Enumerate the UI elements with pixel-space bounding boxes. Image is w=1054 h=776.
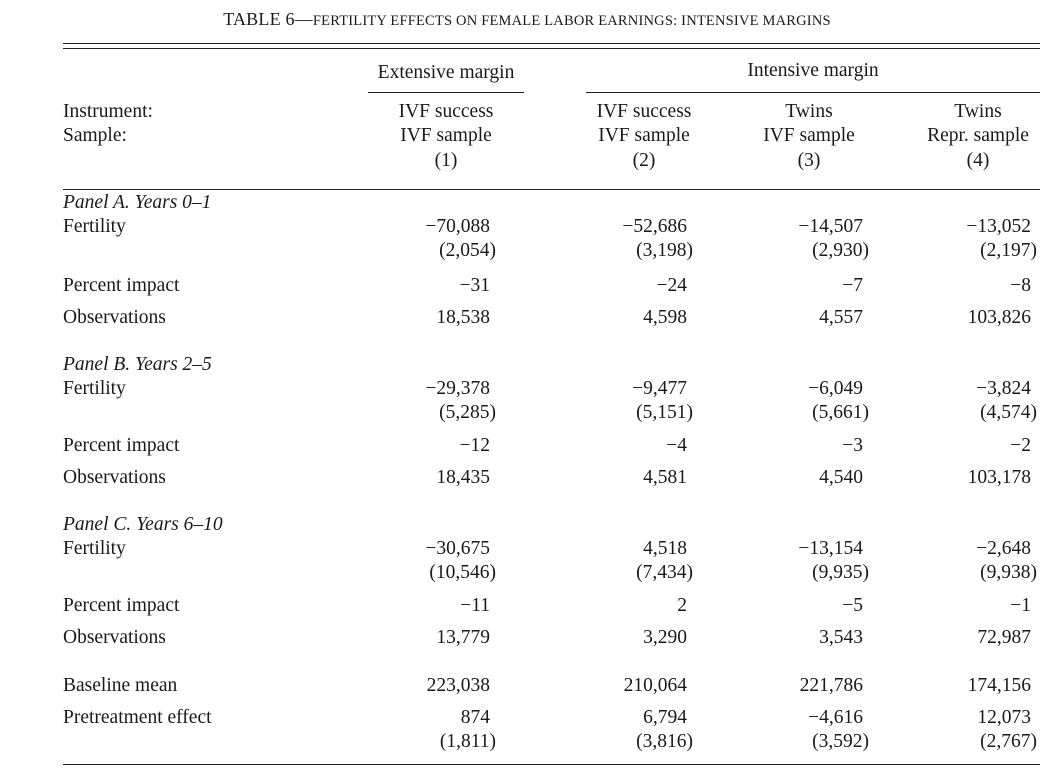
panel-b-se-c4: (4,574) bbox=[980, 402, 1037, 423]
table-number: TABLE 6 bbox=[223, 9, 295, 29]
pretreatment-se-c3: (3,592) bbox=[812, 731, 869, 752]
panel-a-fertility-c2: −52,686 bbox=[622, 216, 687, 237]
panel-b-fertility-c4: −3,824 bbox=[976, 378, 1031, 399]
pretreatment-effect-c4: 12,073 bbox=[977, 707, 1031, 728]
panel-a-percent-c1: −31 bbox=[459, 275, 490, 296]
col3-instrument: Twins bbox=[785, 101, 833, 122]
baseline-mean-c1: 223,038 bbox=[426, 675, 490, 696]
pretreatment-effect-c1: 874 bbox=[460, 707, 490, 728]
panel-b-percent-label: Percent impact bbox=[63, 435, 180, 456]
panel-c-fertility-c3: −13,154 bbox=[798, 538, 863, 559]
col1-sample: IVF sample bbox=[400, 125, 492, 146]
panel-a-fertility-c1: −70,088 bbox=[425, 216, 490, 237]
pretreatment-effect-c3: −4,616 bbox=[808, 707, 863, 728]
top-rule-1 bbox=[63, 43, 1040, 44]
panel-c-percent-c3: −5 bbox=[842, 595, 863, 616]
panel-a-se-c1: (2,054) bbox=[439, 240, 496, 261]
table-caption: FERTILITY EFFECTS ON FEMALE LABOR EARNINGS: INTENSIVE MARGINS bbox=[312, 13, 831, 29]
panel-a-fertility-label: Fertility bbox=[63, 216, 126, 237]
pretreatment-se-c4: (2,767) bbox=[980, 731, 1037, 752]
baseline-mean-c3: 221,786 bbox=[799, 675, 863, 696]
header-rule bbox=[63, 189, 1040, 190]
group-underline-extensive bbox=[368, 92, 524, 93]
panel-c-title: Panel C. Years 6–10 bbox=[63, 514, 223, 535]
panel-c-percent-label: Percent impact bbox=[63, 595, 180, 616]
panel-c-percent-c4: −1 bbox=[1010, 595, 1031, 616]
panel-c-obs-c1: 13,779 bbox=[436, 627, 490, 648]
panel-a-fertility-c4: −13,052 bbox=[966, 216, 1031, 237]
panel-b-obs-c2: 4,581 bbox=[643, 467, 687, 488]
panel-b-se-c1: (5,285) bbox=[439, 402, 496, 423]
panel-b-se-c2: (5,151) bbox=[636, 402, 693, 423]
panel-b-obs-label: Observations bbox=[63, 467, 166, 488]
col2-sample: IVF sample bbox=[598, 125, 690, 146]
instrument-label: Instrument: bbox=[63, 101, 153, 122]
panel-a-percent-label: Percent impact bbox=[63, 275, 180, 296]
panel-c-se-c1: (10,546) bbox=[429, 562, 496, 583]
panel-b-fertility-c3: −6,049 bbox=[808, 378, 863, 399]
group-header-extensive: Extensive margin bbox=[377, 62, 515, 83]
panel-c-fertility-c4: −2,648 bbox=[976, 538, 1031, 559]
panel-c-obs-c2: 3,290 bbox=[643, 627, 687, 648]
panel-a-percent-c4: −8 bbox=[1010, 275, 1031, 296]
panel-b-fertility-c2: −9,477 bbox=[632, 378, 687, 399]
col3-sample: IVF sample bbox=[763, 125, 855, 146]
panel-b-fertility-label: Fertility bbox=[63, 378, 126, 399]
panel-c-obs-c4: 72,987 bbox=[977, 627, 1031, 648]
col2-number: (2) bbox=[632, 150, 656, 171]
panel-b-percent-c4: −2 bbox=[1010, 435, 1031, 456]
panel-c-fertility-c1: −30,675 bbox=[425, 538, 490, 559]
panel-c-percent-c2: 2 bbox=[677, 595, 687, 616]
panel-b-obs-c3: 4,540 bbox=[819, 467, 863, 488]
col4-instrument: Twins bbox=[954, 101, 1002, 122]
panel-a-obs-c4: 103,826 bbox=[967, 307, 1031, 328]
panel-c-percent-c1: −11 bbox=[460, 595, 490, 616]
panel-c-obs-c3: 3,543 bbox=[819, 627, 863, 648]
panel-c-obs-label: Observations bbox=[63, 627, 166, 648]
panel-a-se-c3: (2,930) bbox=[812, 240, 869, 261]
baseline-mean-c4: 174,156 bbox=[967, 675, 1031, 696]
panel-a-title: Panel A. Years 0–1 bbox=[63, 192, 212, 213]
sample-label: Sample: bbox=[63, 125, 127, 146]
pretreatment-effect-c2: 6,794 bbox=[643, 707, 687, 728]
pretreatment-se-c2: (3,816) bbox=[636, 731, 693, 752]
panel-b-se-c3: (5,661) bbox=[812, 402, 869, 423]
panel-c-se-c4: (9,938) bbox=[980, 562, 1037, 583]
panel-a-fertility-c3: −14,507 bbox=[798, 216, 863, 237]
panel-a-percent-c2: −24 bbox=[656, 275, 687, 296]
title-dash: — bbox=[294, 9, 313, 29]
col1-number: (1) bbox=[434, 150, 458, 171]
baseline-mean-label: Baseline mean bbox=[63, 675, 178, 696]
col4-number: (4) bbox=[966, 150, 990, 171]
panel-b-percent-c3: −3 bbox=[842, 435, 863, 456]
panel-a-se-c4: (2,197) bbox=[980, 240, 1037, 261]
panel-c-se-c2: (7,434) bbox=[636, 562, 693, 583]
panel-a-obs-c2: 4,598 bbox=[643, 307, 687, 328]
panel-a-se-c2: (3,198) bbox=[636, 240, 693, 261]
panel-c-fertility-label: Fertility bbox=[63, 538, 126, 559]
pretreatment-effect-label: Pretreatment effect bbox=[63, 707, 212, 728]
panel-b-fertility-c1: −29,378 bbox=[425, 378, 490, 399]
col1-instrument: IVF success bbox=[398, 101, 494, 122]
panel-a-obs-c3: 4,557 bbox=[819, 307, 863, 328]
col3-number: (3) bbox=[797, 150, 821, 171]
col4-sample: Repr. sample bbox=[927, 125, 1029, 146]
panel-b-title: Panel B. Years 2–5 bbox=[63, 354, 212, 375]
panel-b-obs-c4: 103,178 bbox=[967, 467, 1031, 488]
top-rule-2 bbox=[63, 48, 1040, 49]
pretreatment-se-c1: (1,811) bbox=[439, 731, 496, 752]
panel-a-percent-c3: −7 bbox=[842, 275, 863, 296]
panel-a-obs-label: Observations bbox=[63, 307, 166, 328]
panel-a-obs-c1: 18,538 bbox=[436, 307, 490, 328]
panel-b-percent-c2: −4 bbox=[666, 435, 687, 456]
table-title bbox=[0, 9, 1054, 30]
panel-c-se-c3: (9,935) bbox=[812, 562, 869, 583]
panel-b-obs-c1: 18,435 bbox=[436, 467, 490, 488]
bottom-rule bbox=[63, 764, 1040, 765]
col2-instrument: IVF success bbox=[596, 101, 692, 122]
panel-c-fertility-c2: 4,518 bbox=[643, 538, 687, 559]
panel-b-percent-c1: −12 bbox=[459, 435, 490, 456]
baseline-mean-c2: 210,064 bbox=[623, 675, 687, 696]
group-header-intensive: Intensive margin bbox=[747, 60, 879, 81]
group-underline-intensive bbox=[586, 92, 1040, 93]
